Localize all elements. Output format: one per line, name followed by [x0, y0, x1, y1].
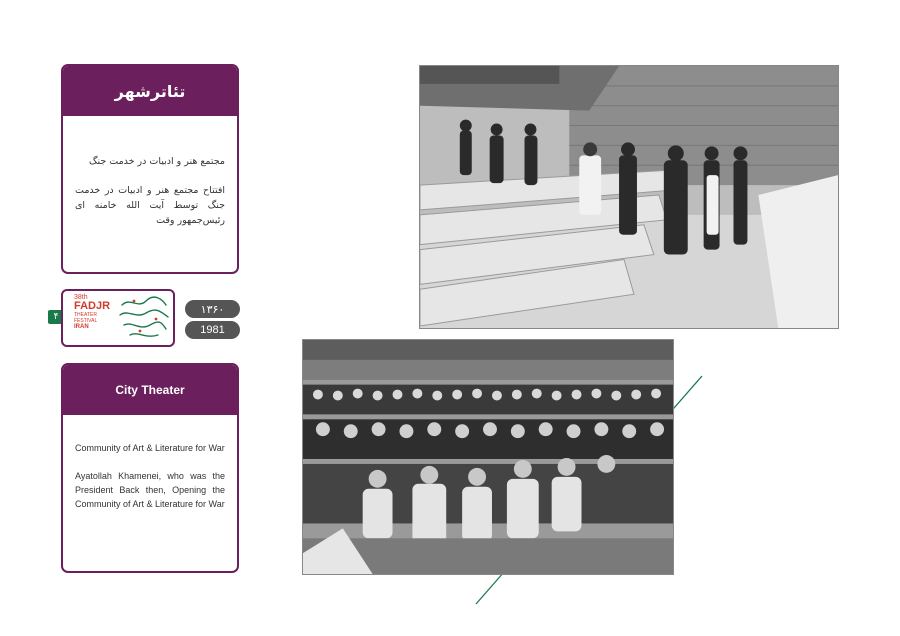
english-card-title: City Theater [63, 365, 237, 415]
photo-theater-opening-image [420, 66, 838, 328]
persian-card-line1: مجتمع هنر و ادبیات در خدمت جنگ [88, 156, 225, 167]
persian-card-line2: افتتاح مجتمع هنر و ادبیات در خدمت جنگ توسط آیت الله خامنه ای رئیس‌جمهور وقت [75, 185, 225, 226]
fadjr-logo-text [74, 294, 111, 330]
photo-audience-image [303, 340, 673, 574]
english-card-body [63, 415, 237, 535]
gregorian-year-badge: 1981 [185, 321, 240, 339]
festival-name: FADJR [74, 300, 111, 312]
english-card-line1: Community of Art & Literature for War [75, 443, 225, 453]
calligraphy-logo-icon [116, 291, 172, 343]
festival-country: IRAN [74, 324, 89, 330]
persian-caption-card [61, 64, 239, 274]
festival-subtitle: THEATER FESTIVAL [74, 312, 98, 324]
festival-edition: 38th [74, 294, 88, 301]
persian-card-body [63, 116, 237, 252]
persian-card-title: تئاترشهر [63, 66, 237, 116]
photo-audience [302, 339, 674, 575]
page-number-tab: ۴ [48, 310, 64, 324]
english-card-line2: Ayatollah Khamenei, who was the President Back then, Opening the Community of Art & Literature for War [75, 471, 225, 509]
english-caption-card [61, 363, 239, 573]
persian-year-badge: ۱۳۶۰ [185, 300, 240, 318]
photo-theater-opening [419, 65, 839, 329]
